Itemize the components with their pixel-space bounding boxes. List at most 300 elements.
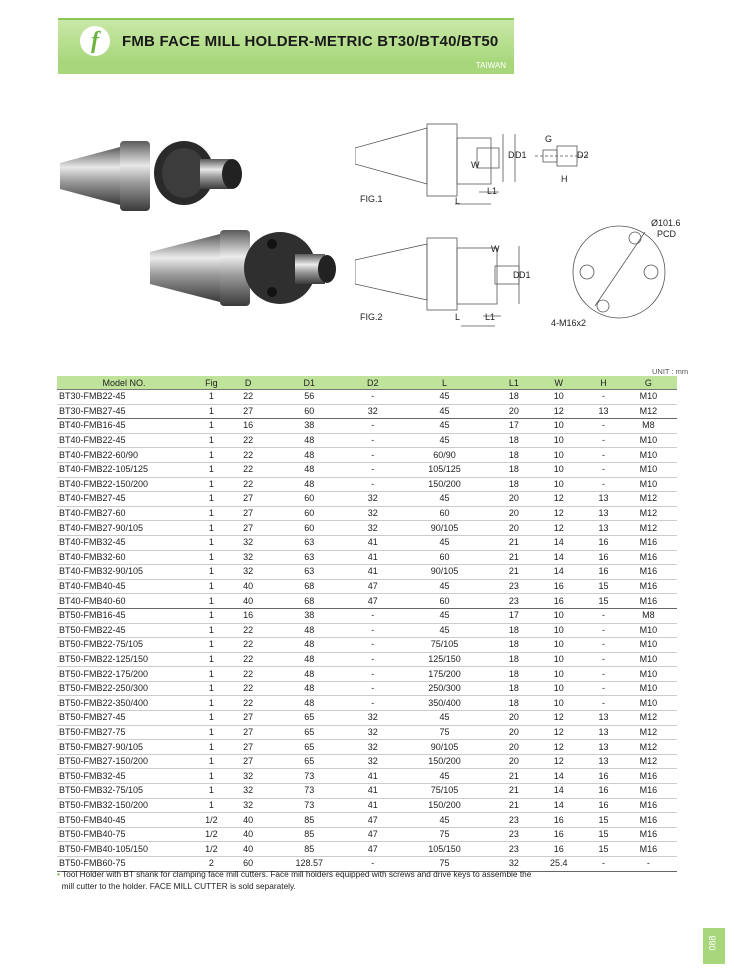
table-cell: BT40-FMB22-45 (57, 433, 191, 448)
table-cell: 40 (232, 842, 265, 857)
table-cell: - (354, 667, 392, 682)
table-cell: 10 (530, 433, 587, 448)
table-cell: M10 (620, 433, 677, 448)
table-cell: M10 (620, 681, 677, 696)
table-cell: 68 (264, 579, 354, 594)
table-cell: - (354, 390, 392, 405)
table-cell: - (587, 477, 620, 492)
table-cell: 22 (232, 623, 265, 638)
table-cell: 175/200 (392, 667, 498, 682)
table-cell: 22 (232, 448, 265, 463)
table-cell: 45 (392, 579, 498, 594)
table-cell: 27 (232, 521, 265, 536)
table-cell: 18 (498, 623, 531, 638)
table-row (57, 521, 677, 536)
table-cell: 1 (191, 784, 232, 799)
table-cell: 22 (232, 638, 265, 653)
table-cell: 14 (530, 565, 587, 580)
table-cell: 90/105 (392, 565, 498, 580)
table-cell: 18 (498, 462, 531, 477)
table-cell: 105/125 (392, 462, 498, 477)
table-cell: 60 (264, 521, 354, 536)
table-cell: - (587, 448, 620, 463)
table-cell: - (587, 696, 620, 711)
table-cell: 1 (191, 711, 232, 726)
table-body (57, 390, 677, 872)
table-cell: 45 (392, 623, 498, 638)
table-cell: 48 (264, 462, 354, 477)
table-cell: 1/2 (191, 827, 232, 842)
col-header: H (587, 376, 620, 390)
table-row (57, 390, 677, 405)
table-cell: 150/200 (392, 754, 498, 769)
table-row (57, 535, 677, 550)
table-cell: 1 (191, 492, 232, 507)
table-cell: BT40-FMB16-45 (57, 419, 191, 434)
table-cell: 75/105 (392, 638, 498, 653)
table-cell: 63 (264, 565, 354, 580)
table-cell: - (354, 696, 392, 711)
table-cell: 47 (354, 813, 392, 828)
table-cell: 40 (232, 827, 265, 842)
fig1-dim-d: D (508, 150, 515, 160)
flange-end-view (573, 226, 665, 318)
table-cell: 1/2 (191, 813, 232, 828)
table-cell: 45 (392, 711, 498, 726)
table-cell: - (587, 390, 620, 405)
table-cell: 22 (232, 667, 265, 682)
table-cell: 125/150 (392, 652, 498, 667)
table-cell: 21 (498, 535, 531, 550)
table-cell: 1 (191, 594, 232, 609)
table-row (57, 565, 677, 580)
table-cell: M10 (620, 462, 677, 477)
table-cell: M10 (620, 652, 677, 667)
table-cell: BT50-FMB32-75/105 (57, 784, 191, 799)
table-cell: 10 (530, 608, 587, 623)
table-cell: 65 (264, 711, 354, 726)
table-row (57, 506, 677, 521)
table-cell: 68 (264, 594, 354, 609)
table-cell: BT50-FMB27-75 (57, 725, 191, 740)
table-cell: 1 (191, 477, 232, 492)
table-cell: 45 (392, 535, 498, 550)
table-cell: 10 (530, 477, 587, 492)
table-cell: BT50-FMB27-90/105 (57, 740, 191, 755)
table-cell: 45 (392, 813, 498, 828)
origin-label: TAIWAN (475, 61, 506, 70)
table-cell: 60 (264, 506, 354, 521)
table-cell: 23 (498, 827, 531, 842)
table-cell: BT40-FMB40-45 (57, 579, 191, 594)
table-cell: 47 (354, 842, 392, 857)
table-cell: M16 (620, 565, 677, 580)
table-cell: M16 (620, 784, 677, 799)
table-cell: 38 (264, 608, 354, 623)
table-cell: 1 (191, 448, 232, 463)
table-cell: 1 (191, 725, 232, 740)
table-cell: 12 (530, 404, 587, 419)
table-cell: M12 (620, 725, 677, 740)
table-cell: 18 (498, 696, 531, 711)
table-row (57, 725, 677, 740)
table-cell: 1 (191, 623, 232, 638)
table-row (57, 754, 677, 769)
table-cell: 73 (264, 784, 354, 799)
table-cell: M10 (620, 390, 677, 405)
table-cell: M10 (620, 667, 677, 682)
table-cell: 63 (264, 535, 354, 550)
table-cell: 40 (232, 813, 265, 828)
table-row (57, 404, 677, 419)
table-cell: 48 (264, 433, 354, 448)
table-cell: BT50-FMB40-45 (57, 813, 191, 828)
table-cell: - (354, 638, 392, 653)
table-cell: 10 (530, 652, 587, 667)
table-cell: 1 (191, 608, 232, 623)
table-cell: 16 (530, 594, 587, 609)
table-row (57, 681, 677, 696)
table-cell: - (587, 652, 620, 667)
table-cell: M16 (620, 579, 677, 594)
table-cell: 32 (232, 798, 265, 813)
table-cell: - (587, 623, 620, 638)
table-cell: 75 (392, 827, 498, 842)
table-cell: 60 (232, 857, 265, 872)
table-cell: 75/105 (392, 784, 498, 799)
table-cell: 65 (264, 740, 354, 755)
table-cell: 20 (498, 711, 531, 726)
table-cell: 22 (232, 462, 265, 477)
table-cell: M10 (620, 448, 677, 463)
table-cell: 32 (354, 404, 392, 419)
table-cell: 12 (530, 754, 587, 769)
table-cell: BT40-FMB32-60 (57, 550, 191, 565)
col-header: Model NO. (57, 376, 191, 390)
table-cell: 18 (498, 638, 531, 653)
table-cell: 45 (392, 492, 498, 507)
table-cell: BT40-FMB27-60 (57, 506, 191, 521)
table-cell: 1 (191, 681, 232, 696)
table-cell: 41 (354, 798, 392, 813)
header-bar (58, 18, 514, 62)
table-cell: M8 (620, 419, 677, 434)
table-cell: BT50-FMB22-125/150 (57, 652, 191, 667)
table-cell: 14 (530, 769, 587, 784)
table-cell: 21 (498, 798, 531, 813)
table-cell: 1 (191, 667, 232, 682)
table-cell: 60 (392, 594, 498, 609)
table-cell: 18 (498, 433, 531, 448)
table-cell: 21 (498, 550, 531, 565)
table-cell: 85 (264, 842, 354, 857)
table-cell: 14 (530, 798, 587, 813)
fig1-label: FIG.1 (360, 194, 383, 204)
table-cell: BT50-FMB60-75 (57, 857, 191, 872)
table-cell: 18 (498, 448, 531, 463)
table-cell: 1 (191, 521, 232, 536)
table-cell: 48 (264, 477, 354, 492)
table-cell: BT40-FMB22-105/125 (57, 462, 191, 477)
table-cell: 45 (392, 390, 498, 405)
table-cell: 21 (498, 769, 531, 784)
page-number: 088 (707, 935, 718, 951)
table-cell: 18 (498, 667, 531, 682)
table-cell: 32 (354, 506, 392, 521)
table-cell: 22 (232, 696, 265, 711)
table-cell: 12 (530, 711, 587, 726)
fig2-label: FIG.2 (360, 312, 383, 322)
table-cell: 10 (530, 623, 587, 638)
table-cell: BT50-FMB32-150/200 (57, 798, 191, 813)
table-cell: 15 (587, 827, 620, 842)
table-row (57, 813, 677, 828)
table-cell: 10 (530, 696, 587, 711)
table-cell: BT40-FMB32-90/105 (57, 565, 191, 580)
table-cell: - (587, 638, 620, 653)
table-cell: 17 (498, 608, 531, 623)
fig1-dim-l1: L1 (487, 186, 498, 196)
table-cell: 45 (392, 419, 498, 434)
table-cell: 32 (232, 535, 265, 550)
table-cell: 13 (587, 492, 620, 507)
table-cell: BT50-FMB27-150/200 (57, 754, 191, 769)
table-cell: 14 (530, 535, 587, 550)
table-row (57, 579, 677, 594)
table-cell: 48 (264, 623, 354, 638)
table-cell: M16 (620, 827, 677, 842)
table-cell: 14 (530, 784, 587, 799)
table-cell: 27 (232, 506, 265, 521)
unit-label: UNIT : mm (652, 367, 689, 376)
flange-dim-pcd: PCD (657, 229, 677, 239)
table-cell: 47 (354, 827, 392, 842)
table-cell: BT40-FMB27-45 (57, 492, 191, 507)
table-cell: 20 (498, 754, 531, 769)
table-cell: M16 (620, 550, 677, 565)
table-cell: 20 (498, 492, 531, 507)
table-cell: 40 (232, 594, 265, 609)
table-cell: - (354, 462, 392, 477)
table-row (57, 711, 677, 726)
table-cell: 60 (264, 492, 354, 507)
table-cell: M16 (620, 842, 677, 857)
table-cell: 1 (191, 769, 232, 784)
table-cell: 32 (232, 769, 265, 784)
col-header: Fig (191, 376, 232, 390)
decorative-line (58, 66, 148, 68)
technical-drawings (355, 120, 700, 335)
table-cell: 48 (264, 667, 354, 682)
table-cell: BT40-FMB22-60/90 (57, 448, 191, 463)
table-cell: - (587, 857, 620, 872)
table-cell: 47 (354, 579, 392, 594)
table-cell: 60 (392, 550, 498, 565)
table-cell: 15 (587, 594, 620, 609)
table-cell: 16 (232, 608, 265, 623)
table-cell: M8 (620, 608, 677, 623)
table-cell: 13 (587, 506, 620, 521)
table-cell: - (354, 623, 392, 638)
table-cell: M12 (620, 754, 677, 769)
table-cell: 12 (530, 740, 587, 755)
table-cell: 16 (587, 769, 620, 784)
table-cell: BT40-FMB22-150/200 (57, 477, 191, 492)
table-cell: - (354, 857, 392, 872)
table-cell: 16 (530, 842, 587, 857)
table-cell: 17 (498, 419, 531, 434)
table-cell: 10 (530, 638, 587, 653)
table-cell: M16 (620, 798, 677, 813)
table-cell: BT50-FMB40-105/150 (57, 842, 191, 857)
table-cell: 18 (498, 652, 531, 667)
table-cell: 73 (264, 769, 354, 784)
table-row (57, 623, 677, 638)
table-cell: 32 (354, 492, 392, 507)
table-cell: 41 (354, 784, 392, 799)
table-cell: 1 (191, 419, 232, 434)
table-row (57, 462, 677, 477)
table-cell: 13 (587, 725, 620, 740)
table-cell: 21 (498, 784, 531, 799)
table-cell: - (587, 608, 620, 623)
table-cell: 23 (498, 813, 531, 828)
table-cell: M16 (620, 769, 677, 784)
table-cell: - (587, 419, 620, 434)
table-cell: 25.4 (530, 857, 587, 872)
table-cell: BT30-FMB22-45 (57, 390, 191, 405)
table-row (57, 740, 677, 755)
table-cell: BT50-FMB22-45 (57, 623, 191, 638)
table-row (57, 433, 677, 448)
table-cell: 60 (392, 506, 498, 521)
spec-table (57, 376, 677, 872)
table-cell: 41 (354, 535, 392, 550)
fig1-dim-d1: D1 (515, 150, 527, 160)
table-cell: 22 (232, 390, 265, 405)
table-cell: 12 (530, 506, 587, 521)
col-header: D1 (264, 376, 354, 390)
table-cell: 32 (232, 565, 265, 580)
table-cell: 13 (587, 404, 620, 419)
table-cell: 1 (191, 535, 232, 550)
table-cell: 1 (191, 652, 232, 667)
table-cell: - (354, 652, 392, 667)
table-cell: 13 (587, 711, 620, 726)
table-cell: BT50-FMB40-75 (57, 827, 191, 842)
fig1-dim-l: L (455, 196, 461, 206)
table-cell: 20 (498, 506, 531, 521)
table-cell: 10 (530, 667, 587, 682)
table-cell: M10 (620, 623, 677, 638)
table-cell: BT50-FMB32-45 (57, 769, 191, 784)
table-cell: BT40-FMB27-90/105 (57, 521, 191, 536)
table-cell: 18 (498, 390, 531, 405)
table-cell: M12 (620, 404, 677, 419)
table-cell: 48 (264, 681, 354, 696)
page-number-tab (703, 928, 725, 964)
product-photo-small (60, 135, 250, 215)
table-cell: 13 (587, 754, 620, 769)
table-cell: M12 (620, 711, 677, 726)
table-cell: 18 (498, 477, 531, 492)
table-cell: - (587, 667, 620, 682)
table-cell: 23 (498, 579, 531, 594)
table-cell: - (354, 681, 392, 696)
table-cell: 32 (354, 740, 392, 755)
table-cell: 75 (392, 725, 498, 740)
table-cell: BT50-FMB22-75/105 (57, 638, 191, 653)
table-cell: 150/200 (392, 477, 498, 492)
table-cell: 12 (530, 492, 587, 507)
table-cell: 1 (191, 390, 232, 405)
table-cell: BT50-FMB22-250/300 (57, 681, 191, 696)
table-cell: 16 (587, 550, 620, 565)
table-cell: - (620, 857, 677, 872)
table-cell: 10 (530, 448, 587, 463)
table-cell: 60/90 (392, 448, 498, 463)
table-cell: 20 (498, 521, 531, 536)
footnote (57, 868, 657, 892)
table-cell: M10 (620, 477, 677, 492)
table-cell: 1 (191, 696, 232, 711)
table-cell: BT30-FMB27-45 (57, 404, 191, 419)
fig1-dim-w: W (471, 160, 480, 170)
table-cell: 27 (232, 754, 265, 769)
table-cell: 85 (264, 813, 354, 828)
col-header: D (232, 376, 265, 390)
table-cell: 32 (354, 521, 392, 536)
table-row (57, 448, 677, 463)
table-row (57, 667, 677, 682)
table-cell: 16 (587, 535, 620, 550)
table-cell: BT40-FMB32-45 (57, 535, 191, 550)
table-cell: 22 (232, 681, 265, 696)
table-cell: 45 (392, 404, 498, 419)
table-cell: 10 (530, 419, 587, 434)
table-cell: 27 (232, 740, 265, 755)
bullet-icon: • (57, 869, 60, 879)
fig2-dim-l1: L1 (485, 312, 496, 322)
table-cell: 10 (530, 681, 587, 696)
key-dim-d2: D2 (577, 150, 589, 160)
table-cell: 32 (354, 711, 392, 726)
brand-logo-icon: f (80, 26, 110, 56)
table-cell: - (354, 608, 392, 623)
table-cell: 15 (587, 579, 620, 594)
table-cell: - (354, 419, 392, 434)
fig2-dim-d1: D1 (519, 270, 531, 280)
table-cell: 2 (191, 857, 232, 872)
table-cell: M12 (620, 506, 677, 521)
table-header-row (57, 376, 677, 390)
table-cell: - (587, 433, 620, 448)
table-cell: 15 (587, 842, 620, 857)
table-cell: 32 (498, 857, 531, 872)
table-cell: 90/105 (392, 521, 498, 536)
table-cell: - (354, 448, 392, 463)
table-cell: 12 (530, 725, 587, 740)
table-cell: 1 (191, 740, 232, 755)
table-cell: 32 (232, 784, 265, 799)
table-row (57, 769, 677, 784)
table-cell: BT50-FMB16-45 (57, 608, 191, 623)
table-cell: 45 (392, 608, 498, 623)
table-cell: BT50-FMB22-175/200 (57, 667, 191, 682)
table-cell: 27 (232, 725, 265, 740)
table-cell: 32 (354, 754, 392, 769)
flange-dim-holes: 4-M16x2 (551, 318, 587, 328)
